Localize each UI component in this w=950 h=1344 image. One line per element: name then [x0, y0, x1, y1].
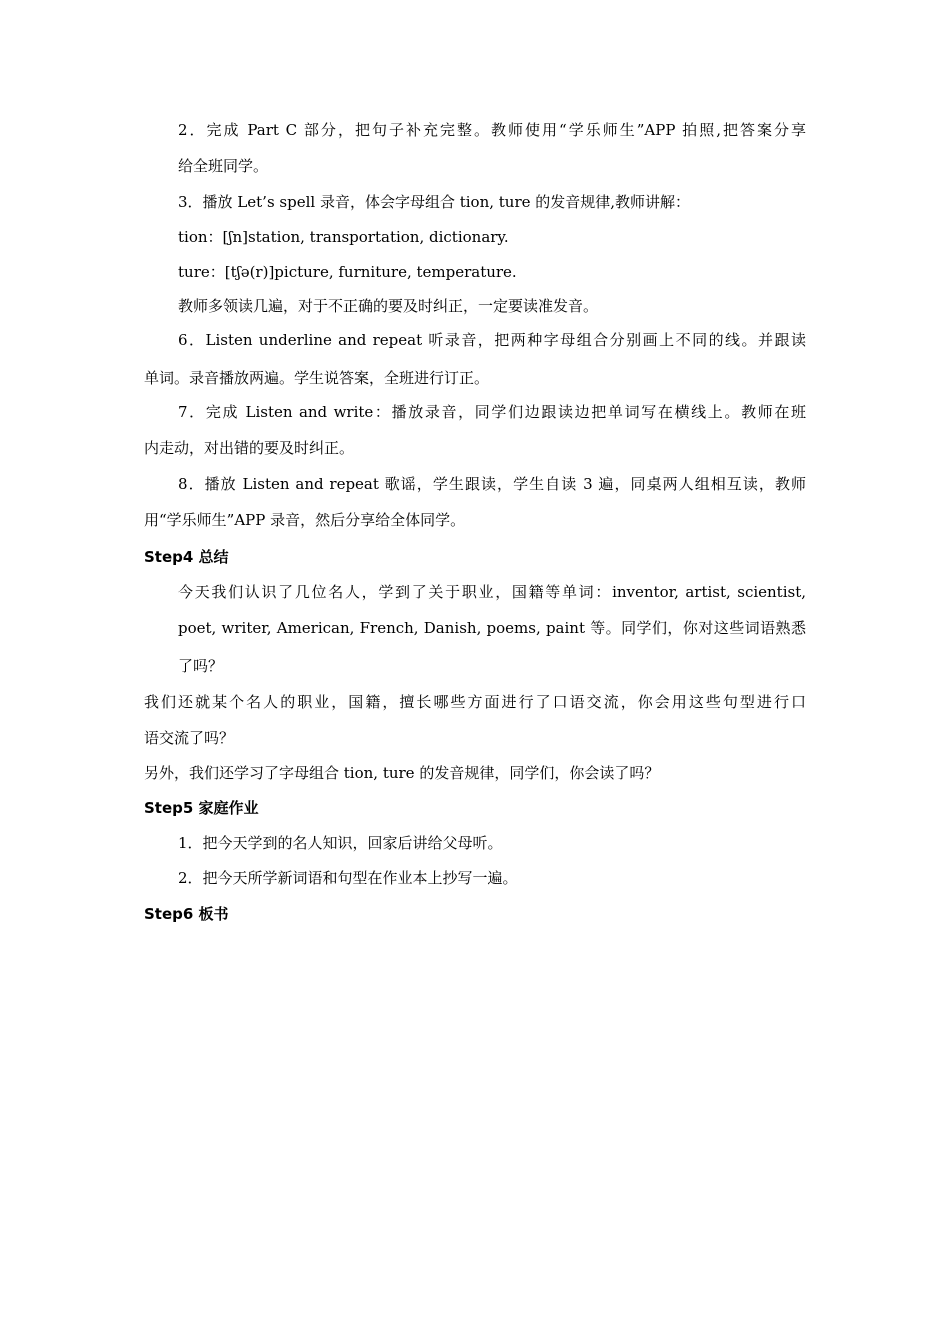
teacher-reading-line: 教师多领读几遍，对于不正确的要及时纠正，一定要读准发音。 [178, 297, 599, 315]
step6-heading: Step6 板书 [144, 905, 229, 923]
step4-summary-line-1: 今天我们认识了几位名人，学到了关于职业，国籍等单词：inventor, artist, scientist, [178, 583, 806, 601]
paragraph-2-line-1: 2．完成 Part C 部分，把句子补充完整。教师使用“学乐师生”APP 拍照,把答案分享 [178, 121, 806, 139]
step4-heading: Step4 总结 [144, 548, 229, 566]
step4-phonics-line: 另外，我们还学习了字母组合 tion, ture 的发音规律，同学们，你会读了吗？ [144, 764, 660, 782]
paragraph-6-line-1: 6．Listen underline and repeat 听录音，把两种字母组合分别画上不同的线。并跟读 [178, 331, 806, 349]
ture-rule-line: ture：[tʃə(r)]picture, furniture, temperature. [178, 263, 517, 281]
paragraph-7-line-2: 内走动，对出错的要及时纠正。 [144, 439, 355, 457]
step5-item-1: 1．把今天学到的名人知识，回家后讲给父母听。 [178, 834, 503, 852]
step4-oral-line-1: 我们还就某个名人的职业，国籍，擅长哪些方面进行了口语交流，你会用这些句型进行口 [144, 693, 806, 711]
step4-summary-line-2: poet, writer, American, French, Danish, poems, paint 等。同学们，你对这些词语熟悉 [178, 619, 806, 637]
paragraph-2-line-2: 给全班同学。 [178, 157, 269, 175]
paragraph-6-line-2: 单词。录音播放两遍。学生说答案，全班进行订正。 [144, 369, 490, 387]
paragraph-3-line-1: 3．播放 Let’s spell 录音，体会字母组合 tion, ture 的发音规律,教师讲解： [178, 193, 691, 211]
step4-oral-line-2: 语交流了吗？ [144, 729, 235, 747]
paragraph-7-line-1: 7．完成 Listen and write：播放录音，同学们边跟读边把单词写在横线上。教师在班 [178, 403, 806, 421]
paragraph-8-line-2: 用“学乐师生”APP 录音，然后分享给全体同学。 [144, 511, 466, 529]
step5-item-2: 2．把今天所学新词语和句型在作业本上抄写一遍。 [178, 869, 518, 887]
step4-summary-line-3: 了吗？ [178, 657, 224, 675]
step5-heading: Step5 家庭作业 [144, 799, 259, 817]
tion-rule-line: tion：[ʃn]station, transportation, dictionary. [178, 228, 509, 246]
paragraph-8-line-1: 8．播放 Listen and repeat 歌谣，学生跟读，学生自读 3 遍，同桌两人组相互读，教师 [178, 475, 806, 493]
